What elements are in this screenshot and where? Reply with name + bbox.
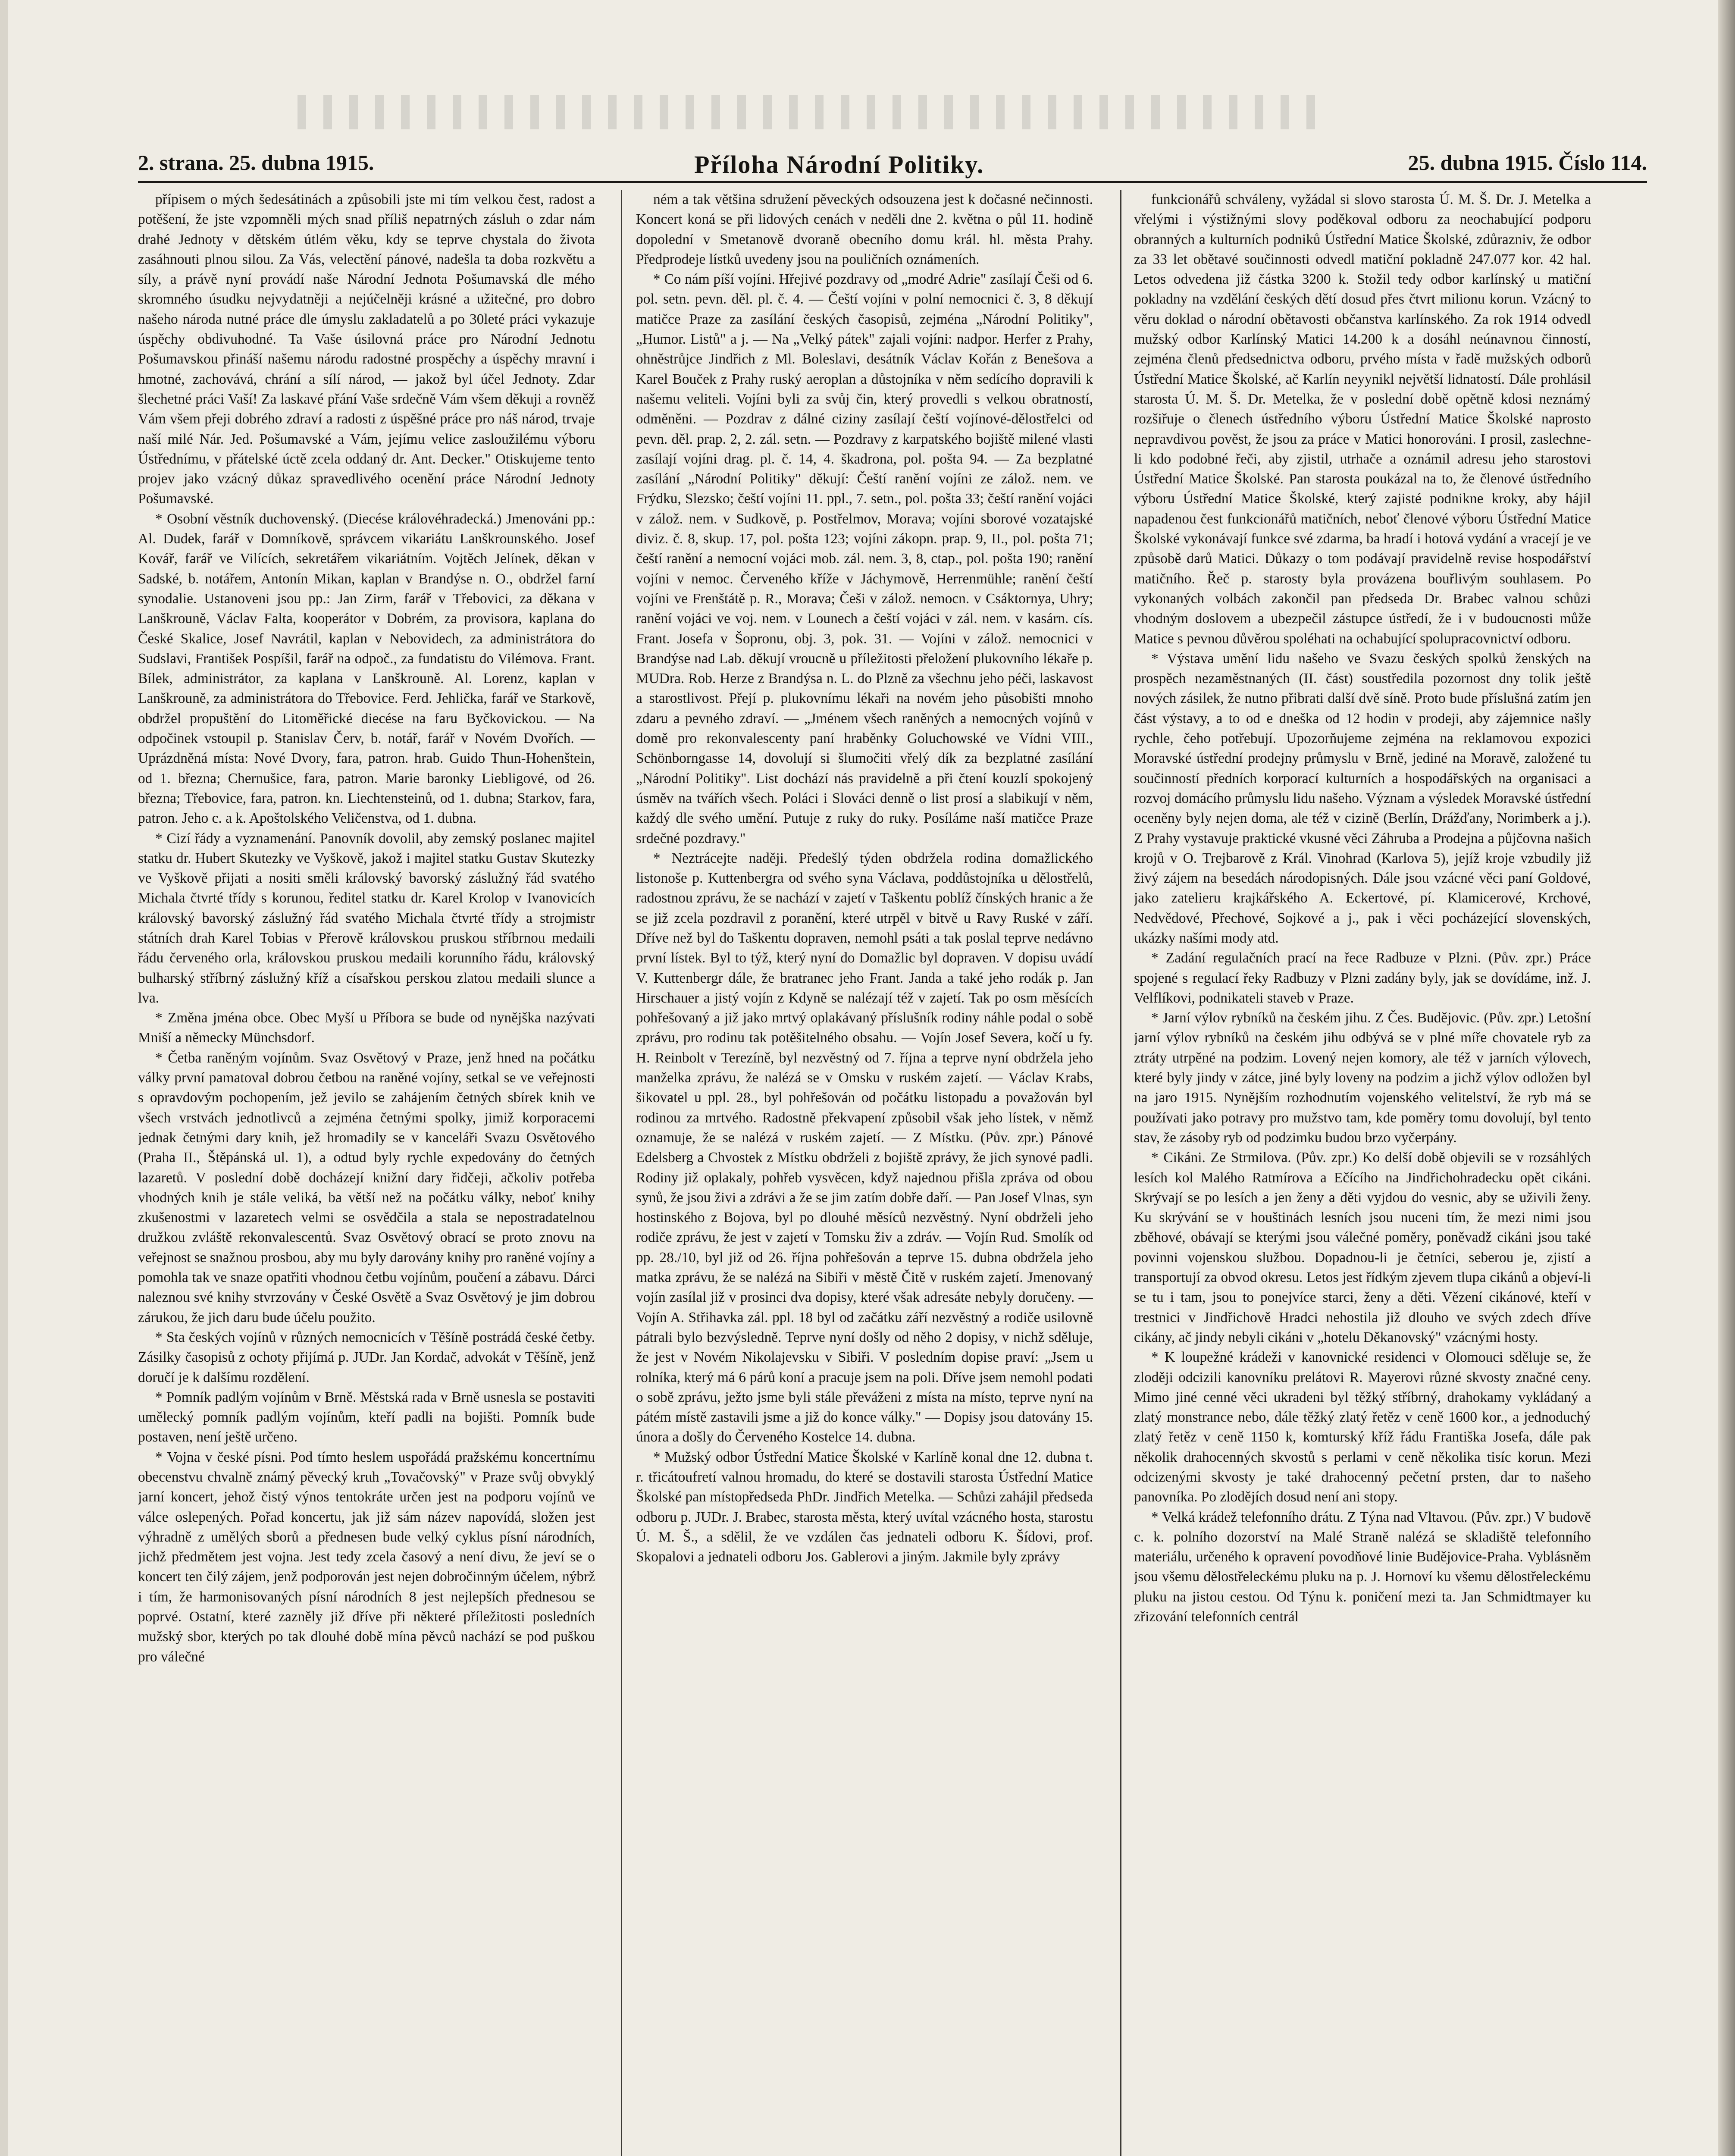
paragraph: * Výstava umění lidu našeho ve Svazu českých spolků ženských na prospěch nezaměstnaných (II. část) soustředila pozornost dny tolik ještě nových zásilek, že nutno přibrati další dvě síně. Proto bude příslušná zatím jen část výstavy, a to od e dneška od 12 hodin v prodeji, aby zájemnice našly rychle, čeho potřebují. Upozorňujeme zejména na reklamovou expozici Moravské ústřední prodejny průmyslu v Brně, jediné na Moravě, založené tu součinností předních korporací kulturních a hospodářských na organisaci a rozvoj domácího průmyslu lidu našeho. Význam a výsledek Moravské ústřední oceněny byly nejen doma, ale též v cizině (Berlín, Drážďany, Norimberk a j.). Z Prahy vystavuje praktické vkusné věci Záhruba a Prodejna a půjčovna našich krojů v O. Trejbarově z Král. Vinohrad (Karlova 5), jejíž kroje vzbudily již živý zájem na besedách národopisných. Dále jsou vzácné věci paní Goldové, jako zatelieru krajkářského A. Eckertové, pí. Klamicerové, Krchové, Nedvědové, Přechové, Sojkové a j., pak i věci pocházející slovenských, ukázky našími mody atd.: [1134, 650, 1591, 946]
paragraph: * Neztrácejte naději. Předešlý týden obdržela rodina domažlického listonoše p. Kuttenbergra od svého syna Václava, poddůstojníka u dělostřelů, radostnou zprávu, že se nachází v zajetí v Taškentu poblíž čínských hranic a že se již zcela pozdravil z poranění, které utrpěl v bitvě u Ravy Ruské v září. Dříve než byl do Taškentu dopraven, nemohl psáti a tak poslal teprve nedávno první lístek. Byl to týž, který nyní do Domažlic byl dopraven. V dopisu uvádí V. Kuttenbergr dále, že bratranec jeho Frant. Janda a také jeho rodák p. Jan Hirschauer a jistý vojín z Kdyně se nalézají též v zajetí. Tak po osm měsících pohřešovaný a již jako mrtvý oplakávaný příslušník rodiny náhle podal o sobě zprávu, pro rodinu tak potěšitelného obsahu. — Vojín Josef Severa, kočí u fy. H. Reinbolt v Terezíně, byl nezvěstný od 7. října a teprve nyní obdržela jeho manželka zprávu, že nalézá se v Omsku v ruském zajetí. — Václav Krabs, šikovatel u ppl. 28., byl pohřešován od počátku listopadu a považován byl rodinou za mrtvého. Radostně překvapení způsobil však jeho lístek, v němž oznamuje, že se nalézá v ruském zajetí. — Z Místku. (Pův. zpr.) Pánové Edelsberg a Chvostek z Místku obdrželi z bojiště zprávy, že jich synové padli. Rodiny již oplakaly, pohřeb vysvěcen, když najednou přišla zpráva od obou synů, že jsou živi a zdrávi a že se jim zatím dobře daří. — Pan Josef Vlnas, syn hostinského z Bojova, byl po dlouhé měsíců nezvěstný. Nyní obdrželi jeho rodiče zprávu, že jest v zajetí v Tomsku živ a zdráv. — Vojín Rud. Smolík od pp. 28./10, byl již od 26. října pohřešován a teprve 15. dubna obdržela jeho matka zprávu, že se nalézá na Sibiři v městě Čitě v ruském zajetí. Jmenovaný vojín zasílal již v prosinci dva dopisy, které však adresáte nebyly doručeny. — Vojín A. Střihavka zál. ppl. 18 byl od začátku září nezvěstný a rodiče usilovně pátrali bylo bezvýsledně. Teprve nyní došly od něho 2 dopisy, v nichž sděluje, že jest v Novém Nikolajevsku v Sibiři. V posledním dopise praví: „Jsem u rolníka, který má 6 párů koní a pracuje jsem na poli. Dříve jsem nemohl podati o sobě zprávu, ježto jsme byli stále převáženi z místa na místo, teprve nyní na pátém místě zastavili jsme a již do konce války." — Dopisy jsou datovány 15. února a došly do Červeného Kostelce 14. dubna.: [636, 850, 1093, 1445]
paragraph: * Zadání regulačních prací na řece Radbuze v Plzni. (Pův. zpr.) Práce spojené s regulací řeky Radbuzy v Plzni zadány byly, jak se dovídáme, inž. J. Velflíkovi, podnikateli staveb v Praze.: [1134, 950, 1591, 1006]
paragraph: * Jarní výlov rybníků na českém jihu. Z Čes. Budějovic. (Pův. zpr.) Letošní jarní výlov rybníků na českém jihu odbývá se v plné míře chovatele ryb za ztráty utrpěné na podzim. Lovený nejen komory, ale též v jarních výlovech, které byly jindy v zátce, jiné byly loveny na podzim a jichž výlov odložen byl na jaro 1915. Nynějším rozhodnutím vojenského velitelství, že ryb má se používati jako potravy pro mužstvo tam, kde poměry tomu dovolují, byl tento stav, že zásoby ryb od podzimku budou brzo vyčerpány.: [1134, 1010, 1591, 1146]
column-divider: [621, 190, 622, 2156]
paragraph: * Pomník padlým vojínům v Brně. Městská rada v Brně usnesla se postaviti umělecký pomník padlým vojínům, kteří padli na bojišti. Pomník bude postaven, není ještě určeno.: [138, 1389, 595, 1445]
publication-title: Příloha Národní Politiky.: [694, 150, 984, 179]
column-divider: [1120, 190, 1121, 2156]
paragraph: * Sta českých vojínů v různých nemocnicích v Těšíně postrádá české četby. Zásilky časopisů z ochoty přijímá p. JUDr. Jan Kordač, advokát v Těšíně, jenž doručí je k dalšímu rozdělení.: [138, 1329, 595, 1385]
page-header: [138, 150, 1647, 183]
paragraph: přípisem o mých šedesátinách a způsobili jste mi tím velkou čest, radost a potěšení, že jste vzpomněli mých snad příliš nepatrných zásluh o zdar nám drahé Jednoty v dětském útlém věku, kdy se teprve chystala do života zasáhnouti plnou silou. Za Vás, velectění pánové, nadešla ta doba rozkvětu a síly, a právě nyní provádí naše Národní Jednota Pošumavská dle mého skromného úsudku nejvydatněji a nejúčelněji krásné a užitečné, pro dobro našeho národa nutné práce dle úmyslu zakladatelů a po 30leté práci vykazuje úspěchy obdivuhodné. Ta Vaše úsilovná práce pro Národní Jednotu Pošumavskou přináší našemu národu radostné prospěchy a úspěchy mravní i hmotné, zachovává, chrání a sílí národ, — jakož byl účel Jednoty. Zdar šlechetné práci Vaší! Za laskavé přání Vaše srdečně Vám všem děkuji a rovněž Vám všem přeji dobrého zdraví a radosti z úspěšné práce pro náš národ, trvaje naší milé Nár. Jed. Pošumavské a Vám, jejímu velice zasloužilému výboru Ústřednímu, v přátelské úctě zcela oddaný dr. Ant. Decker." Otiskujeme tento projev jako vzácný důkaz spravedlivého ocenění práce Národní Jednoty Pošumavské.: [138, 191, 595, 507]
article-column-2: [636, 190, 1093, 2156]
paragraph: * Změna jména obce. Obec Myší u Příbora se bude od nynějška nazývati Mniší a německy Münchsdorf.: [138, 1010, 595, 1046]
paragraph: * Četba raněným vojínům. Svaz Osvětový v Praze, jenž hned na počátku války první pamatoval dobrou četbou na raněné vojíny, setkal se ve veřejnosti s opravdovým pochopením, jež jevilo se zahájením četných sbírek knih ve všech vrstvách jednotlivců a zejména četnými spolky, jimiž korporacemi jednak četnými dary knih, jež hromadily se v kanceláři Svazu Osvětového (Praha II., Štěpánská ul. 1), a odtud byly rychle expedovány do četných lazaretů. V poslední době docházejí knižní dary řidčeji, ačkoliv potřeba vhodných knih je stále veliká, ba větší než na počátku války, neboť knihy zkušenostmi v lazaretech velmi se osvědčila a stala se nepostradatelnou družkou zvláště rekonvalescentů. Svaz Osvětový obrací se proto znovu na veřejnost se snažnou prosbou, aby mu byly darovány knihy pro raněné vojíny a pomohla tak ve snaze opatřiti vhodnou četbu vojínům, poučení a zábavu. Dárci naleznou své knihy stvrzovány v České Osvětě a Svaz Osvětový je jim dobrou zárukou, že jich daru bude účelu použito.: [138, 1050, 595, 1326]
scan-edge-right: [1718, 0, 1735, 2156]
bleed-through-mark: [298, 95, 1332, 129]
paragraph: * Mužský odbor Ústřední Matice Školské v Karlíně konal dne 12. dubna t. r. třicátoufretí valnou hromadu, do které se dostavili starosta Ústřední Matice Školské pan místopředseda PhDr. Jindřich Metelka. — Schůzi zahájil předseda odboru p. JUDr. J. Brabec, starosta města, který uvítal vzácného hosta, starostu Ú. M. Š., a sdělil, že ve vzdálen čas jednateli odboru K. Šídovi, prof. Skopalovi a jednateli odboru Jos. Gablerovi a jiným. Jakmile byly zprávy: [636, 1449, 1093, 1565]
paragraph: * Osobní věstník duchovenský. (Diecése královéhradecká.) Jmenováni pp.: Al. Dudek, farář v Domníkově, správcem vikariátu Lanškrounského. Josef Kovář, farář ve Vilících, sekretářem vikariátním. Vojtěch Jelínek, děkan v Sadské, b. notářem, Antonín Mikan, kaplan v Brandýse n. O., obdržel farní synodalie. Ustanoveni jsou pp.: Jan Zirm, farář v Třebovici, za děkana v Lanškrouně, Václav Falta, kooperátor v Dobrém, za provisora, kaplana do České Skalice, Josef Navrátil, kaplan v Nebovidech, za administrátora do Sudslavi, František Pospíšil, farář na odpoč., za fundatistu do Vilémova. Frant. Bílek, administrátor, za kaplana v Lanškrouně. Al. Lorenz, kaplan v Lanškrouně, za administrátora do Třebovice. Ferd. Jehlička, farář ve Starkově, obdržel propuštění do Litoměřické diecése na faru Byčkovickou. — Na odpočinek vstoupil p. Stanislav Červ, b. notář, farář v Novém Dvořích. — Uprázdněná místa: Nové Dvory, fara, patron. hrab. Guido Thun-Hohenštein, od 1. března; Chernušice, fara, patron. Marie baronky Liebligové, od 26. března; Třebovice, fara, patron. kn. Liechtensteinů, od 1. dubna; Starkov, fara, patron. Jeho c. a k. Apoštolského Veličenstva, od 1. dubna.: [138, 511, 595, 827]
paragraph: * Vojna v české písni. Pod tímto heslem uspořádá pražskému koncertnímu obecenstvu chvalně známý pěvecký kruh „Tovačovský" v Praze svůj obvyklý jarní koncert, jehož čistý výnos tentokráte určen jest na podporu vojínů ve válce oslepených. Pořad koncertu, jak již sám název napovídá, složen jest výhradně z umělých sborů a přednesen bude velký cyklus písní národních, jichž předmětem jest vojna. Jest tedy zcela časový a není divu, že jeví se o koncert ten čilý zájem, jenž podporován jest nejen dobročinným účelem, nýbrž i tím, že harmonisovaných písní národních 8 jest nejlepších přednesou se poprvé. Ostatní, které zazněly již dříve při některé příležitosti posledních mužský sbor, kterých po tak dlouhé době mína pěvců nachází se pod puškou pro válečné: [138, 1449, 595, 1665]
paragraph: * K loupežné krádeži v kanovnické residenci v Olomouci sděluje se, že zloději odcizili kanovníku prelátovi R. Mayerovi různé skvosty značné ceny. Mimo jiné cenné věci ukradeni byl těžký stříbrný, drahokamy vykládaný a zlatý monstrance nebo, dále těžký zlatý řetěz v ceně 1600 kor., a jednoduchý zlatý řetěz v ceně 1150 k, komturský kříž řádu Františka Josefa, dále pak několik drahocenných skvostů s perlami v ceně několika tisíc korun. Mezi odcizenými skvosty je také drahocenný pečetní prsten, dar to našeho panovníka. Po zlodějích dosud není ani stopy.: [1134, 1349, 1591, 1505]
paragraph: ném a tak většina sdružení pěveckých odsouzena jest k dočasné nečinnosti. Koncert koná se při lidových cenách v neděli dne 2. května o půl 11. hodině dopolední v Smetanově dvoraně obecního domu král. hl. města Prahy. Předprodeje lístků uvedeny jsou na pouličních oznámeních.: [636, 191, 1093, 267]
paragraph: * Cizí řády a vyznamenání. Panovník dovolil, aby zemský poslanec majitel statku dr. Hubert Skutezky ve Vyškově, jakož i majitel statku Gustav Skutezky ve Vyškově přijati a nositi směli královský bavorský záslužný řád svatého Michala čtvrté třídy s korunou, ředitel statku dr. Karel Krolop v Ivanovicích královský bavorský záslužný řád svatého Michala čtvrté třídy a strojmistr státních drah Karel Tobias v Přerově královskou pruskou stříbrnou medaili řádu červeného orla, královskou pruskou medaili korunního řádu, královský bulharský stříbrný záslužný kříž a císařskou perskou zlatou medaili slunce a lva.: [138, 830, 595, 1006]
issue-date-number: 25. dubna 1915. Číslo 114.: [1408, 150, 1647, 175]
paragraph: * Co nám píší vojíni. Hřejivé pozdravy od „modré Adrie" zasílají Češi od 6. pol. setn. pevn. děl. pl. č. 4. — Čeští vojíni v polní nemocnici č. 3, 8 děkují matičce Praze za zasílání českých časopisů, zejména „Národní Politiky", „Humor. Listů" a j. — Na „Velký pátek" zajali vojíni: nadpor. Herfer z Prahy, ohněstrůjce Jindřich z Ml. Boleslavi, desátník Václav Kořán z Benešova a Karel Bouček z Prahy ruský aeroplan a důstojníka v něm sedícího dopravili k našemu veliteli. Vojíni byli za svůj čin, který provedli s velkou obratností, odměněni. — Pozdrav z dálné ciziny zasílají čeští vojínové-dělostřelci od pevn. děl. prap. 2, 2. zál. setn. — Pozdravy z karpatského bojiště milené vlasti zasílají vojíni drag. pl. č. 14, 4. škadrona, pol. pošta 94. — Za bezplatné zasílání „Národní Politiky" děkují: Čeští ranění vojíni ze zálož. nem. ve Frýdku, Slezsko; čeští vojíni 11. ppl., 7. setn., pol. pošta 33; čeští ranění vojáci v zálož. nem. v Sudkově, p. Postřelmov, Morava; vojíni sborové vozatajské diviz. č. 8, skup. 17, pol. pošta 123; vojíni zákopn. prap. 9, II., pol. pošta 71; čeští ranění a nemocní vojáci mob. zál. nem. 3, 8, ctap., pol. pošta 190; ranění vojíni v nemoc. Červeného kříže v Jáchymově, Herrenmühle; ranění čeští vojíni ve Frenštátě p. R., Morava; Češi v zálož. nemocn. v Csáktornya, Uhry; ranění vojáci ve voj. nem. v Lounech a čeští vojáci v zál. nem. v kasárn. cís. Frant. Josefa v Šopronu, obj. 3, pok. 31. — Vojíni v zálož. nemocnici v Brandýse nad Lab. děkují vroucně u příležitosti přeložení plukovního lékaře p. MUDra. Rob. Herze z Brandýsa n. L. do Plzně za všechnu jeho péči, laskavost a starostlivost. Přejí p. plukovnímu lékaři na novém jeho působišti mnoho zdaru a pevného zdraví. — „Jménem všech raněných a nemocných vojínů v domě pro rekonvalescenty paní hraběnky Goluchowské ve Vídni VIII., Schönborngasse 14, dovolují si šlumočiti vřelý dík za bezplatné zasílání „Národní Politiky". List dochází nás pravidelně a při čtení kouzlí spokojený úsměv na tvářích všech. Poláci i Slováci denně o list prosí a slabikují v něm, každý dle svého umění. Putuje z ruky do ruky. Posíláme naší matičce Praze srdečné pozdravy.": [636, 271, 1093, 846]
paragraph: * Cikáni. Ze Strmilova. (Pův. zpr.) Ko delší době objevili se v rozsáhlých lesích kol Malého Ratmírova a Ečícího na Jindřichohradecku opět cikáni. Skrývají se po lesích a jen ženy a děti vyjdou do vesnic, aby se uživili ženy. Ku skrývání se v houštinách lesních jsou nuceni tím, že mezi nimi jsou zběhové, obávají se kterými jsou válečné poměry, poněvadž cikáni jsou také povinni vojenskou službou. Dopadnou-li je četníci, seberou je, zjistí a transportují za obvod okresu. Letos jest řídkým zjevem tlupa cikánů a objeví-li se tu i tam, jsou to ponejvíce starci, ženy a děti. Vězení cikánové, kteří v trestnici v Jindřichově Hradci nehostila již dlouho ve svých zdech dříve cikány, ač jindy nebyli cikáni v „hotelu Děkanovský" vzácnými hosty.: [1134, 1150, 1591, 1345]
article-column-3: [1134, 190, 1591, 2156]
article-column-1: [138, 190, 595, 2156]
page-number-date: 2. strana. 25. dubna 1915.: [138, 150, 374, 175]
paragraph: * Velká krádež telefonního drátu. Z Týna nad Vltavou. (Pův. zpr.) V budově c. k. polního dozorství na Malé Straně nalézá se skladiště telefonního materiálu, určeného k opravení povodňové linie Budějovice-Praha. Vyblásněm jsou všemu dělostřeleckému pluku na p. J. Hornoví ku všemu dělostřeleckému pluku na jistou cestou. Od Týnu k. poničení mezi ta. Jan Schmidtmayer ku zřizování telefonních centrál: [1134, 1509, 1591, 1625]
scan-edge-left: [0, 0, 8, 2156]
paragraph: funkcionářů schváleny, vyžádal si slovo starosta Ú. M. Š. Dr. J. Metelka a vřelými i výstižnými slovy poděkoval odboru za neochabující podporu obranných a kulturních podniků Ústřední Matice Školské, zdůrazniv, že odbor za 33 let obětavé součinnosti odvedl matiční pokladně 247.077 kor. 42 hal. Letos odvedena již částka 3200 k. Stožil tedy odbor karlínský u matiční pokladny na vzdělání českých dětí dosud přes čtvrt milionu korun. Vzácný to věru doklad o národní obětavosti občanstva karlínského. Za rok 1914 odvedl mužský odbor Karlínský Matici 14.200 k a dosáhl neúnavnou činností, zejména členů předsednictva odboru, prvého místa v řadě mužských odborů Ústřední Matice Školské, ač Karlín neyynikl největší lidnatostí. Dále prohlásil starosta Ú. M. Š. Dr. Metelka, že v poslední době opětně kdosi neznámý rozšiřuje o členech ústředního výboru Ústřední Matice Školské naprosto nepravdivou pověst, že jsou za práce v Matici honorováni. I prosil, zaslechne-li kdo podobné řeči, aby zjistil, utrhače a oznámil adresu jeho starostovi Ústřední Matice Školské. Pan starosta poukázal na to, že členové ústředního výboru Ústřední Matice Školské, který zajisté podnikne kroky, aby hájil napadenou čest funkcionářů matičních, neboť členové výboru Ústřední Matice Školské vykonávají funkce své zdarma, ba hradí i hotová vydání a vracejí je ve způsobě darů Matici. Důkazy o tom podávají pravidelně revise hospodářství matičního. Řeč p. starosty byla provázena bouřlivým souhlasem. Po vykonaných volbách zakončil pan předseda Dr. Brabec valnou schůzi vhodným doslovem a ubezpečil zástupce ústředí, že i v budoucnosti může Matice s pevnou důvěrou spoléhati na ochabující spolupracovnictví odboru.: [1134, 191, 1591, 647]
